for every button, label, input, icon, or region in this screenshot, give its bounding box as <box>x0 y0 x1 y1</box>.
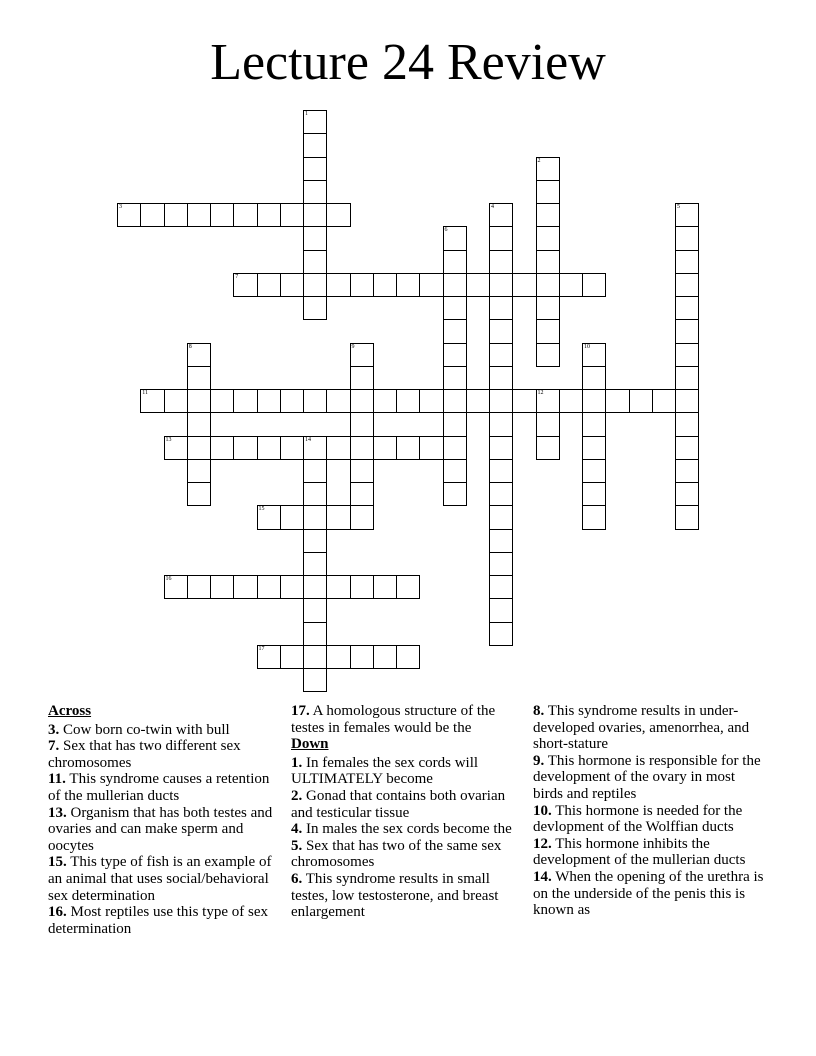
grid-cell[interactable] <box>257 505 281 529</box>
grid-cell[interactable] <box>396 389 420 413</box>
grid-cell[interactable] <box>675 319 699 343</box>
grid-cell[interactable] <box>489 459 513 483</box>
grid-cell[interactable] <box>605 389 629 413</box>
clue-item <box>48 805 273 855</box>
down-heading: Down <box>291 736 329 753</box>
grid-cell[interactable] <box>303 110 327 134</box>
grid-cell[interactable] <box>675 226 699 250</box>
grid-cell[interactable] <box>350 505 374 529</box>
clue-text: This syndrome causes a retention of the mullerian ducts <box>48 771 270 804</box>
cell-number: 1 <box>305 111 308 117</box>
grid-cell[interactable] <box>280 203 304 227</box>
grid-cell[interactable] <box>140 203 164 227</box>
clue-text: This syndrome results in under-developed ovaries, amenorrhea, and short-stature <box>533 703 750 753</box>
grid-cell[interactable] <box>443 319 467 343</box>
grid-cell[interactable] <box>536 157 560 181</box>
grid-cell[interactable] <box>443 273 467 297</box>
clue-item <box>48 904 273 937</box>
grid-cell[interactable] <box>489 366 513 390</box>
grid-cell[interactable] <box>466 389 490 413</box>
clue-text: In females the sex cords will ULTIMATELY become <box>291 754 479 788</box>
clue-item <box>48 738 273 771</box>
clue-number: 12. <box>533 835 552 852</box>
clue-column-1 <box>48 703 273 937</box>
grid-cell[interactable] <box>582 482 606 506</box>
clue-item <box>291 788 526 821</box>
cell-number: 12 <box>537 390 544 396</box>
grid-cell[interactable] <box>559 389 583 413</box>
clue-text: Gonad that contains both ovarian and testicular tissue <box>291 787 506 821</box>
grid-cell[interactable] <box>536 343 560 367</box>
grid-cell[interactable] <box>489 529 513 553</box>
clue-item <box>533 753 768 803</box>
grid-cell[interactable] <box>675 296 699 320</box>
grid-cell[interactable] <box>164 436 188 460</box>
grid-cell[interactable] <box>326 203 350 227</box>
grid-cell[interactable] <box>443 250 467 274</box>
clue-text: Sex that has two of the same sex chromosomes <box>291 837 502 871</box>
grid-cell[interactable] <box>350 273 374 297</box>
grid-cell[interactable] <box>373 575 397 599</box>
grid-cell[interactable] <box>443 459 467 483</box>
grid-cell[interactable] <box>187 412 211 436</box>
grid-cell[interactable] <box>629 389 653 413</box>
grid-cell[interactable] <box>536 412 560 436</box>
grid-cell[interactable] <box>489 319 513 343</box>
grid-cell[interactable] <box>489 296 513 320</box>
grid-cell[interactable] <box>164 389 188 413</box>
cell-number: 7 <box>235 273 239 280</box>
cell-number: 8 <box>188 343 192 350</box>
grid-cell[interactable] <box>489 203 513 227</box>
grid-cell[interactable] <box>187 203 211 227</box>
grid-cell[interactable] <box>396 273 420 297</box>
grid-cell[interactable] <box>582 412 606 436</box>
clue-item <box>48 854 273 904</box>
clue-text: A homologous structure of the testes in females would be the <box>291 703 496 736</box>
across-heading: Across <box>48 703 92 719</box>
clue-text: In males the sex cords become the <box>302 821 512 838</box>
grid-cell[interactable] <box>326 505 350 529</box>
grid-cell[interactable] <box>443 343 467 367</box>
grid-cell[interactable] <box>373 645 397 669</box>
grid-cell[interactable] <box>233 436 257 460</box>
grid-cell[interactable] <box>326 389 350 413</box>
grid-cell[interactable] <box>233 273 257 297</box>
grid-cell[interactable] <box>675 505 699 529</box>
grid-cell[interactable] <box>257 436 281 460</box>
clue-text: This hormone is needed for the devlopment of the Wolffian ducts <box>533 802 743 836</box>
clue-number: 9. <box>533 752 545 769</box>
grid-cell[interactable] <box>280 505 304 529</box>
grid-cell[interactable] <box>350 482 374 506</box>
clue-item <box>291 755 526 788</box>
grid-cell[interactable] <box>489 412 513 436</box>
grid-cell[interactable] <box>187 366 211 390</box>
grid-cell[interactable] <box>233 575 257 599</box>
grid-cell[interactable] <box>350 412 374 436</box>
grid-cell[interactable] <box>303 598 327 622</box>
grid-cell[interactable] <box>675 273 699 297</box>
clue-number: 11. <box>48 771 66 788</box>
grid-cell[interactable] <box>466 273 490 297</box>
grid-cell[interactable] <box>210 203 234 227</box>
grid-cell[interactable] <box>280 645 304 669</box>
grid-cell[interactable] <box>210 436 234 460</box>
grid-cell[interactable] <box>675 366 699 390</box>
grid-cell[interactable] <box>489 343 513 367</box>
clue-number: 4. <box>291 821 303 838</box>
grid-cell[interactable] <box>303 645 327 669</box>
grid-cell[interactable] <box>303 296 327 320</box>
grid-cell[interactable] <box>582 273 606 297</box>
grid-cell[interactable] <box>373 273 397 297</box>
grid-cell[interactable] <box>210 389 234 413</box>
grid-cell[interactable] <box>326 436 350 460</box>
grid-cell[interactable] <box>675 389 699 413</box>
grid-cell[interactable] <box>187 575 211 599</box>
grid-cell[interactable] <box>117 203 141 227</box>
grid-cell[interactable] <box>350 436 374 460</box>
grid-cell[interactable] <box>210 575 234 599</box>
grid-cell[interactable] <box>582 366 606 390</box>
grid-cell[interactable] <box>675 203 699 227</box>
grid-cell[interactable] <box>396 436 420 460</box>
grid-cell[interactable] <box>303 273 327 297</box>
grid-cell[interactable] <box>443 389 467 413</box>
grid-cell[interactable] <box>350 389 374 413</box>
clue-number: 8. <box>533 703 545 719</box>
clue-number: 1. <box>291 754 303 771</box>
clue-item <box>291 871 526 921</box>
grid-cell[interactable] <box>257 575 281 599</box>
grid-cell[interactable] <box>280 436 304 460</box>
grid-cell[interactable] <box>350 575 374 599</box>
grid-cell[interactable] <box>303 250 327 274</box>
grid-cell[interactable] <box>350 343 374 367</box>
cell-number: 13 <box>165 436 172 443</box>
clue-number: 10. <box>533 802 552 819</box>
clue-text: This type of fish is an example of an animal that uses social/behavioral sex determination <box>48 854 272 904</box>
grid-cell[interactable] <box>536 389 560 413</box>
grid-cell[interactable] <box>419 273 443 297</box>
grid-cell[interactable] <box>303 226 327 250</box>
grid-cell[interactable] <box>303 203 327 227</box>
grid-cell[interactable] <box>303 622 327 646</box>
clue-number: 2. <box>291 787 303 804</box>
cell-number: 10 <box>584 343 590 350</box>
grid-cell[interactable] <box>536 180 560 204</box>
clue-text: Cow born co-twin with bull <box>59 721 230 738</box>
grid-cell[interactable] <box>489 505 513 529</box>
grid-cell[interactable] <box>536 319 560 343</box>
grid-cell[interactable] <box>303 436 327 460</box>
grid-cell[interactable] <box>303 668 327 692</box>
grid-cell[interactable] <box>536 226 560 250</box>
grid-cell[interactable] <box>652 389 676 413</box>
grid-cell[interactable] <box>489 226 513 250</box>
grid-cell[interactable] <box>582 389 606 413</box>
cell-number: 16 <box>165 576 172 582</box>
grid-cell[interactable] <box>489 622 513 646</box>
grid-cell[interactable] <box>489 598 513 622</box>
grid-cell[interactable] <box>489 436 513 460</box>
cell-number: 14 <box>305 436 311 443</box>
grid-cell[interactable] <box>675 412 699 436</box>
grid-cell[interactable] <box>536 250 560 274</box>
grid-cell[interactable] <box>303 529 327 553</box>
cell-number: 3 <box>119 204 122 210</box>
grid-cell[interactable] <box>419 436 443 460</box>
grid-cell[interactable] <box>303 505 327 529</box>
clue-text: This syndrome results in small testes, low testosterone, and breast enlargement <box>291 870 499 921</box>
grid-cell[interactable] <box>350 459 374 483</box>
clue-item <box>533 836 768 869</box>
grid-cell[interactable] <box>443 226 467 250</box>
grid-cell[interactable] <box>187 343 211 367</box>
grid-cell[interactable] <box>187 459 211 483</box>
grid-cell[interactable] <box>280 273 304 297</box>
grid-cell[interactable] <box>489 482 513 506</box>
clue-text: Sex that has two different sex chromosomes <box>48 738 241 771</box>
grid-cell[interactable] <box>443 482 467 506</box>
grid-cell[interactable] <box>140 389 164 413</box>
clue-column-2 <box>291 703 526 921</box>
grid-cell[interactable] <box>187 389 211 413</box>
cell-number: 15 <box>258 506 265 513</box>
clue-number: 15. <box>48 854 67 871</box>
grid-cell[interactable] <box>326 273 350 297</box>
puzzle-title: Lecture 24 Review <box>210 34 606 91</box>
grid-cell[interactable] <box>164 203 188 227</box>
grid-cell[interactable] <box>303 180 327 204</box>
clue-number: 3. <box>48 721 60 738</box>
grid-cell[interactable] <box>303 133 327 157</box>
grid-cell[interactable] <box>536 273 560 297</box>
cell-number: 11 <box>142 390 149 396</box>
clue-item <box>291 703 526 736</box>
grid-cell[interactable] <box>582 436 606 460</box>
grid-cell[interactable] <box>280 575 304 599</box>
grid-cell[interactable] <box>396 575 420 599</box>
clue-column-3 <box>533 703 768 919</box>
grid-cell[interactable] <box>419 389 443 413</box>
grid-cell[interactable] <box>675 482 699 506</box>
clue-text: Organism that has both testes and ovaries and can make sperm and oocytes <box>48 804 273 854</box>
clue-text: When the opening of the urethra is on the underside of the penis this is known as <box>533 868 764 919</box>
grid-cell[interactable] <box>443 436 467 460</box>
clue-item <box>533 803 768 836</box>
clue-item <box>48 771 273 804</box>
grid-cell[interactable] <box>257 645 281 669</box>
grid-cell[interactable] <box>443 412 467 436</box>
grid-cell[interactable] <box>582 505 606 529</box>
clue-item <box>291 838 526 871</box>
grid-cell[interactable] <box>536 203 560 227</box>
clue-number: 7. <box>48 738 60 755</box>
grid-cell[interactable] <box>257 273 281 297</box>
grid-cell[interactable] <box>675 250 699 274</box>
grid-cell[interactable] <box>536 436 560 460</box>
grid-cell[interactable] <box>373 436 397 460</box>
clue-item <box>533 869 768 919</box>
grid-cell[interactable] <box>303 459 327 483</box>
grid-cell[interactable] <box>233 389 257 413</box>
cell-number: 4 <box>491 204 494 210</box>
clue-item <box>48 722 273 739</box>
cell-number: 17 <box>258 645 265 652</box>
clue-number: 14. <box>533 868 552 885</box>
clue-number: 6. <box>291 870 303 887</box>
cell-number: 2 <box>537 157 541 164</box>
grid-cell[interactable] <box>675 459 699 483</box>
grid-cell[interactable] <box>326 645 350 669</box>
cell-number: 5 <box>677 204 680 210</box>
grid-cell[interactable] <box>536 296 560 320</box>
grid-cell[interactable] <box>443 296 467 320</box>
grid-cell[interactable] <box>257 203 281 227</box>
clue-number: 13. <box>48 804 67 821</box>
clue-text: This hormone is responsible for the development of the ovary in most birds and reptiles <box>533 752 761 802</box>
grid-cell[interactable] <box>303 389 327 413</box>
grid-cell[interactable] <box>582 343 606 367</box>
grid-cell[interactable] <box>512 273 536 297</box>
grid-cell[interactable] <box>233 203 257 227</box>
grid-cell[interactable] <box>303 575 327 599</box>
grid-cell[interactable] <box>187 482 211 506</box>
grid-cell[interactable] <box>489 389 513 413</box>
grid-cell[interactable] <box>303 157 327 181</box>
grid-cell[interactable] <box>675 436 699 460</box>
grid-cell[interactable] <box>187 436 211 460</box>
grid-cell[interactable] <box>489 575 513 599</box>
grid-cell[interactable] <box>675 343 699 367</box>
grid-cell[interactable] <box>280 389 304 413</box>
grid-cell[interactable] <box>512 389 536 413</box>
grid-cell[interactable] <box>164 575 188 599</box>
grid-cell[interactable] <box>257 389 281 413</box>
grid-cell[interactable] <box>303 482 327 506</box>
grid-cell[interactable] <box>582 459 606 483</box>
grid-cell[interactable] <box>350 366 374 390</box>
grid-cell[interactable] <box>303 552 327 576</box>
clue-text: This hormone inhibits the development of the mullerian ducts <box>533 835 746 869</box>
grid-cell[interactable] <box>350 645 374 669</box>
grid-cell[interactable] <box>489 552 513 576</box>
clue-number: 17. <box>291 703 310 719</box>
grid-cell[interactable] <box>443 366 467 390</box>
grid-cell[interactable] <box>559 273 583 297</box>
cell-number: 6 <box>444 227 448 234</box>
grid-cell[interactable] <box>373 389 397 413</box>
clue-text: Most reptiles use this type of sex determination <box>48 904 268 937</box>
grid-cell[interactable] <box>396 645 420 669</box>
grid-cell[interactable] <box>326 575 350 599</box>
clue-number: 16. <box>48 904 67 921</box>
clue-number: 5. <box>291 837 303 854</box>
clue-item <box>291 821 526 838</box>
grid-cell[interactable] <box>489 273 513 297</box>
cell-number: 9 <box>351 343 355 350</box>
grid-cell[interactable] <box>489 250 513 274</box>
clue-item <box>533 703 768 753</box>
